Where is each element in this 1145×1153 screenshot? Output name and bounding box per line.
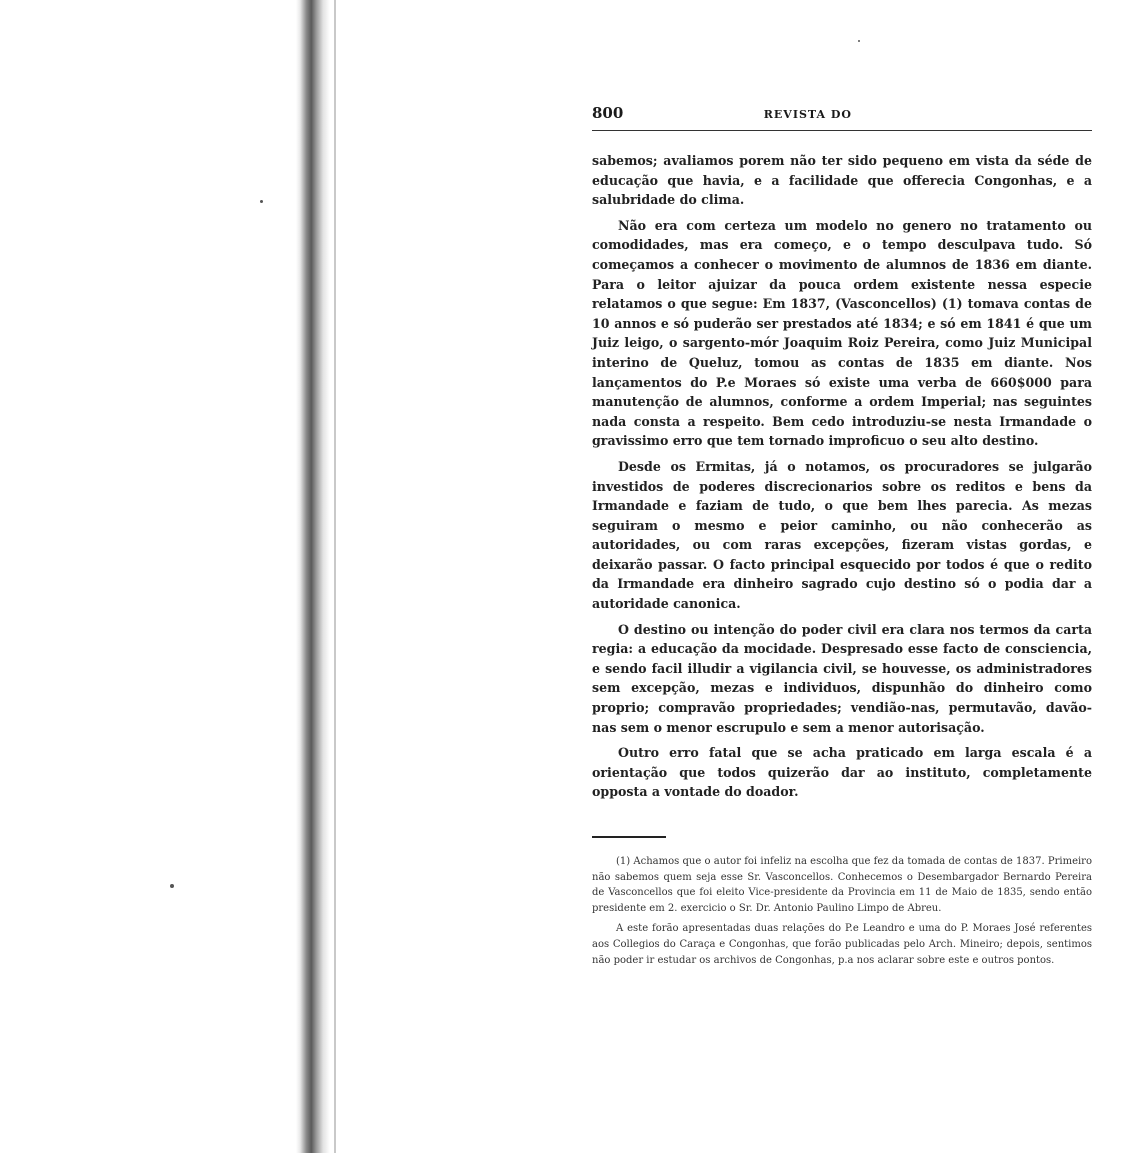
footnote: A este forão apresentadas duas relações do P.e Leandro e uma do P. Moraes José referentes aos Collegios do Caraça e Congonhas, que forão publicadas pelo Arch. Mineiro; depois, sentimos não poder ir estudar os archivos de Congonhas, p.a nos aclarar sobre este e outros pontos. bbox=[592, 923, 1092, 966]
page-edge-line bbox=[334, 0, 336, 1153]
paragraph: Não era com certeza um modelo no genero no tratamento ou comodidades, mas era começo, e o tempo desculpava tudo. Só começamos a conhecer o movimento de alumnos de 1836 em diante. Para o leitor ajuizar da pouca ordem existente nessa especie relatamos o que segue: Em 1837, (Vasconcellos) (1) tomava contas de 10 annos e só puderão ser prestados até 1834; e só em 1841 é que um Juiz leigo, o sargento-mór Joaquim Roiz Pereira, como Juiz Municipal interino de Queluz, tomou as contas de 1835 em diante. Nos lançamentos do P.e Moraes só existe uma verba de 660$000 para manutenção de alumnos, conforme a ordem Imperial; nas seguintes nada consta a respeito. Bem cedo introduziu-se nesta Irmandade o gravissimo erro que tem tornado improficuo o seu alto destino. bbox=[592, 217, 1092, 449]
paragraph: sabemos; avaliamos porem não ter sido pequeno em vista da séde de educação que havia, e a facilidade que offerecia Congonhas, e a salubridade do clima. bbox=[592, 153, 1092, 208]
footnotes bbox=[592, 854, 1092, 968]
page-header bbox=[592, 104, 1092, 131]
page-number: 800 bbox=[592, 104, 624, 122]
scan-speck bbox=[170, 884, 174, 888]
book-gutter-shadow bbox=[296, 0, 330, 1153]
running-head: REVISTA DO bbox=[763, 108, 852, 121]
paragraph: O destino ou intenção do poder civil era clara nos termos da carta regia: a educação da mocidade. Despresado esse facto de consciencia, e sendo facil illudir a vigilancia civil, se houvesse, os administradores sem excepção, mezas e individuos, dispunhão do dinheiro como proprio; compravão propriedades; vendião-nas, permutavão, davão-nas sem o menor escrupulo e sem a menor autorisação. bbox=[592, 621, 1092, 735]
footnote-rule bbox=[592, 836, 666, 838]
scan-speck bbox=[858, 40, 860, 42]
body-text bbox=[592, 151, 1092, 802]
scan-speck bbox=[260, 200, 263, 203]
footnote: (1) Achamos que o autor foi infeliz na escolha que fez da tomada de contas de 1837. Primeiro não sabemos quem seja esse Sr. Vasconcellos. Conhecemos o Desembargador Bernardo Pereira de Vasconcellos que foi eleito Vice-presidente da Provincia em 11 de Maio de 1835, sendo então presidente em 2. exercicio o Sr. Dr. Antonio Paulino Limpo de Abreu. bbox=[592, 856, 1092, 914]
paragraph: Outro erro fatal que se acha praticado em larga escala é a orientação que todos quizerão dar ao instituto, completamente opposta a vontade do doador. bbox=[592, 745, 1092, 800]
book-page bbox=[592, 104, 1092, 973]
paragraph: Desde os Ermitas, já o notamos, os procuradores se julgarão investidos de poderes discrecionarios sobre os reditos e bens da Irmandade e faziam de tudo, o que bem lhes parecia. As mezas seguiram o mesmo e peior caminho, ou não conhecerão as autoridades, ou com raras excepções, fizeram vistas gordas, e deixarão passar. O facto principal esquecido por todos é que o redito da Irmandade era dinheiro sagrado cujo destino só o podia dar a autoridade canonica. bbox=[592, 458, 1092, 612]
